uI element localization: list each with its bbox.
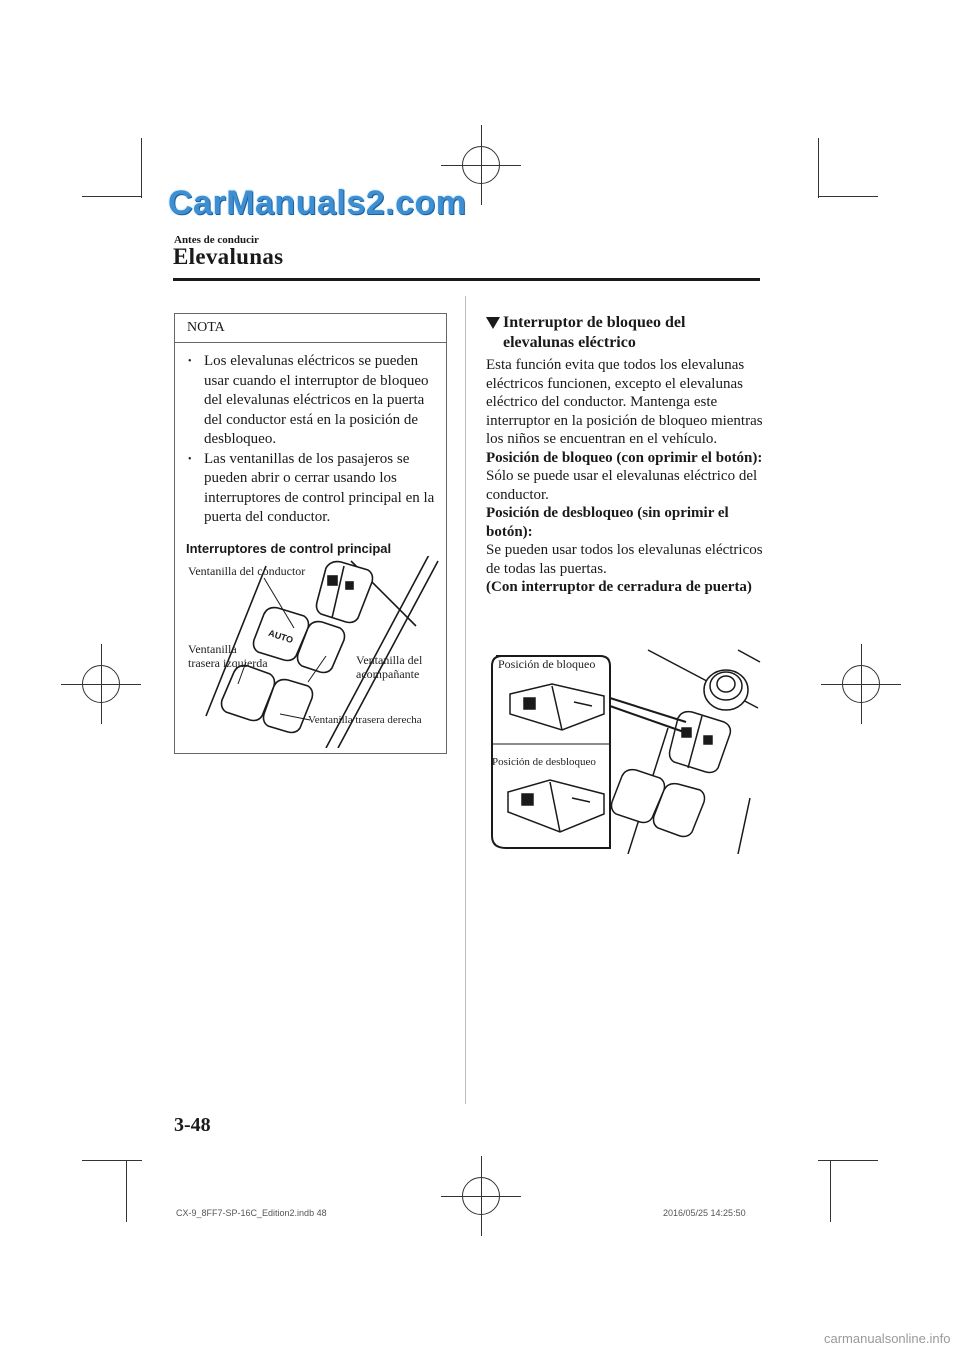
footer-filename: CX-9_8FF7-SP-16C_Edition2.indb 48 [176,1208,327,1218]
lock-text: Sólo se puede usar el elevalunas eléctrico del conductor. [486,468,758,503]
page-title: Elevalunas [173,244,284,269]
watermark-logo: CarManuals2.com [168,184,467,222]
unlock-text: Se pueden usar todos los elevalunas eléctricos de todas las puertas. [486,542,763,577]
auto-label: AUTO [267,627,295,646]
note-list [187,352,439,528]
page-number: 3-48 [174,1114,211,1136]
crop-mark [126,1160,127,1222]
footer-timestamp: 2016/05/25 14:25:50 [663,1208,746,1218]
registration-mark [462,146,500,184]
label-driver-window: Ventanilla del conductor [188,564,306,578]
triangle-icon [486,317,500,329]
column-divider [465,296,466,1104]
crop-mark [141,138,142,198]
registration-mark [462,1177,500,1215]
lock-switch-figure [488,648,761,854]
crop-mark [818,1160,878,1161]
body-text [486,356,766,597]
figure-title: Interruptores de control principal [186,541,392,556]
label-rear-right: Ventanilla trasera derecha [308,714,422,726]
note-heading: NOTA [187,320,225,335]
site-watermark: carmanualsonline.info [824,1331,951,1346]
note-item: • Los elevalunas eléctricos se pueden usar cuando el interruptor de bloqueo del elevalunas eléctricos en la puerta del conductor está en la posición de desbloqueo. [187,352,439,450]
label-rear-left-2: trasera izquierda [188,656,268,670]
label-lock-position: Posición de bloqueo [498,657,596,671]
crop-mark [818,138,819,198]
label-unlock-position: Posición de desbloqueo [492,756,596,768]
door-lock-title: (Con interruptor de cerradura de puerta) [486,579,752,595]
crop-mark [830,1160,831,1222]
label-rear-left-1: Ventanilla [188,642,237,656]
lock-title: Posición de bloqueo (con oprimir el botón): [486,449,763,466]
unlock-title: Posición de desbloqueo (sin oprimir el botón): [486,505,729,540]
label-passenger-1: Ventanilla del [356,653,423,667]
section-heading: Interruptor de bloqueo del elevalunas eléctrico [486,313,743,353]
intro-paragraph: Esta función evita que todos los elevalunas eléctricos funcionen, excepto el elevalunas eléctrico del conductor. Mantenga este interruptor en la posición de bloqueo mientras los niños se encuentran en el vehículo. [486,357,763,447]
note-item: • Las ventanillas de los pasajeros se pueden abrir o cerrar usando los interruptores de control principal en la puerta del conductor. [187,450,439,528]
registration-mark [82,665,120,703]
crop-mark [82,196,142,197]
crop-mark [818,196,878,197]
label-passenger-2: acompañante [356,667,420,681]
crop-mark [82,1160,142,1161]
section-label: Antes de conducir [174,234,259,246]
note-header [175,314,446,343]
title-rule [173,278,760,281]
registration-mark [842,665,880,703]
